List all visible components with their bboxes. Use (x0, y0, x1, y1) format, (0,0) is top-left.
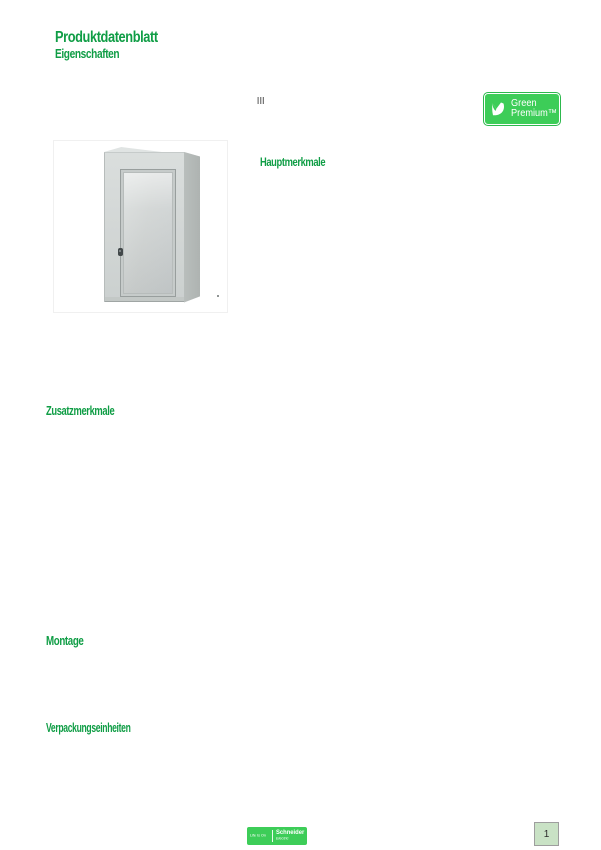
schneider-wordmark-line1: Schneider (276, 829, 305, 836)
section-heading-verpackungseinheiten: Verpackungseinheiten (46, 720, 131, 735)
enclosure-front-door (104, 152, 184, 302)
page-title: Produktdatenblatt (55, 29, 158, 46)
enclosure-window-screw (217, 295, 219, 297)
green-premium-label-line1: Green (511, 98, 537, 109)
page-number: 1 (534, 822, 559, 846)
green-premium-badge (484, 93, 560, 125)
schneider-electric-logo (247, 827, 307, 845)
schneider-wordmark-line2: Electric (276, 836, 289, 841)
product-photo (53, 140, 228, 313)
enclosure-door-lock (118, 248, 123, 256)
life-is-on-tagline: Life Is On (250, 834, 266, 838)
enclosure-side-face (184, 152, 200, 304)
section-heading-montage: Montage (46, 633, 84, 648)
section-heading-hauptmerkmale: Hauptmerkmale (260, 155, 326, 169)
page-subtitle: Eigenschaften (55, 46, 120, 61)
green-premium-leaf-icon (489, 99, 509, 119)
green-premium-label-line2: Premium™ (511, 108, 558, 119)
green-premium-label (511, 99, 557, 119)
section-heading-zusatzmerkmale: Zusatzmerkmale (46, 403, 115, 418)
enclosure-bottom-edge (105, 297, 184, 302)
schneider-wordmark (276, 830, 307, 842)
enclosure-glass (123, 172, 173, 294)
logo-divider (272, 830, 273, 842)
product-reference-mark: III (257, 96, 265, 107)
enclosure-glazed-window (121, 170, 175, 296)
